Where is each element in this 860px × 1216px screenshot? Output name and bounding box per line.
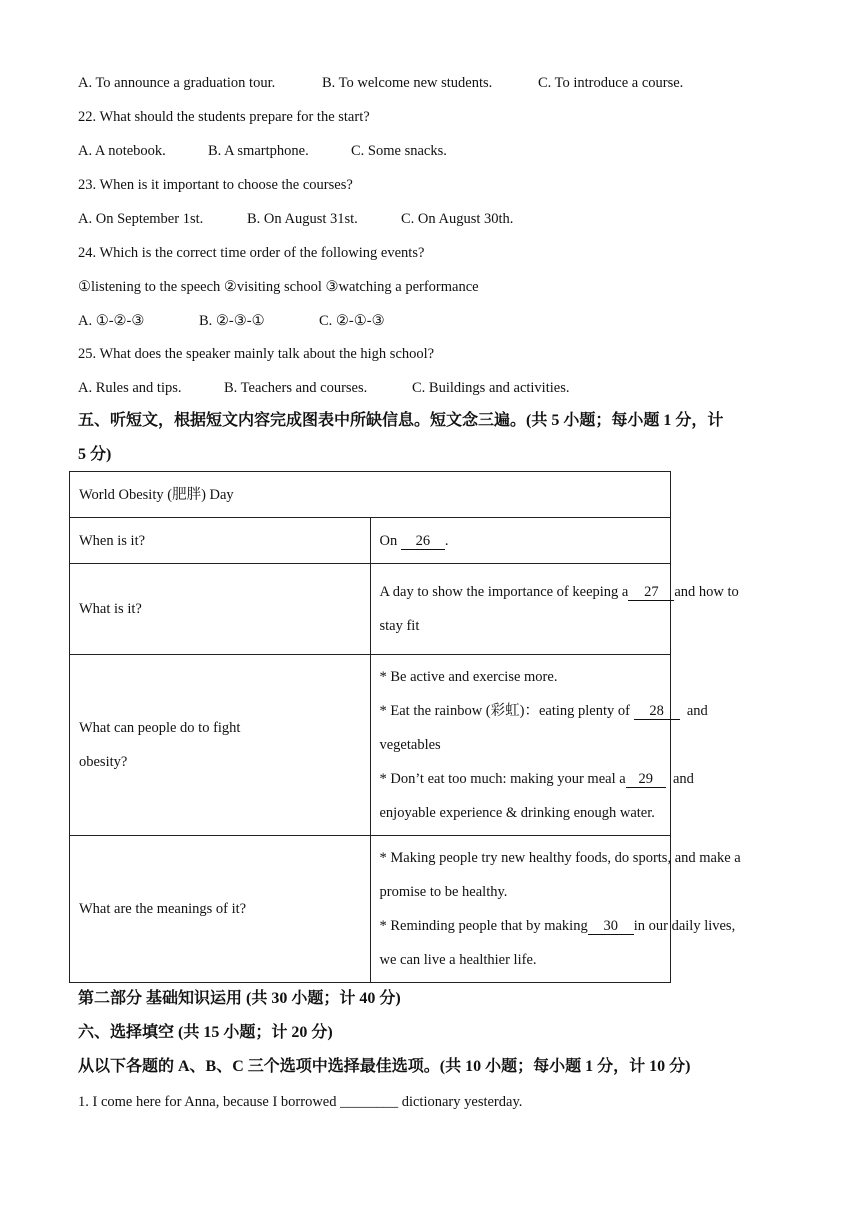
table-title: World Obesity (肥胖) Day [70,472,671,518]
fight-item3-text-a: * Don’t eat too much: making your meal a [379,771,626,787]
fight-item3 [379,762,694,796]
row-fight-answer [370,655,708,836]
table-row-when [70,518,671,564]
q25-option-c: C. Buildings and activities. [412,380,570,396]
part2-heading: 第二部分 基础知识运用 (共 30 小题；计 40 分) [78,990,401,1007]
fight-item2-text-a: * Eat the rainbow (彩虹)：eating plenty of [379,703,630,719]
meanings-item1-line1: * Making people try new healthy foods, do sports, and make a [379,850,741,866]
q21-option-c: C. To introduce a course. [538,75,684,91]
row-fight-label-line1: What can people do to fight [79,720,241,736]
fight-item1: * Be active and exercise more. [379,669,558,685]
section6-heading: 六、选择填空 (共 15 小题；计 20 分) [78,1024,333,1041]
q24-option-c: C. ②-①-③ [319,313,385,329]
q25-question: 25. What does the speaker mainly talk about the high school? [78,346,435,362]
meanings-item2-text-b: in our daily lives, [633,918,736,934]
q25-option-b: B. Teachers and courses. [224,380,368,396]
blank-28: 28 [634,703,680,720]
q22-question: 22. What should the students prepare for the start? [78,109,370,125]
table-row-what [70,564,671,655]
row-what-text-a: A day to show the importance of keeping a [379,584,629,600]
fight-item3-line2: enjoyable experience & drinking enough water. [379,805,655,821]
q24-option-b: B. ②-③-① [199,313,265,329]
q21-option-b: B. To welcome new students. [322,75,493,91]
section5-heading-line2: 5 分) [78,446,112,463]
row-what-answer [370,564,739,655]
row-when-prefix: On [379,532,398,549]
row-what-line1 [379,575,739,609]
q24-option-a: A. ①-②-③ [78,313,145,329]
row-meanings-label: What are the meanings of it? [70,836,371,983]
row-when-answer [370,518,671,564]
q24-options [78,311,385,331]
meanings-item2 [379,909,736,943]
q23-option-b: B. On August 31st. [247,211,358,227]
row-meanings-answer [370,836,741,983]
part2-question-1: 1. I come here for Anna, because I borrowed ________ dictionary yesterday. [78,1094,523,1110]
q22-option-b: B. A smartphone. [208,143,309,159]
q21-options [78,73,683,93]
section5-heading-line1: 五、听短文，根据短文内容完成图表中所缺信息。短文念三遍。(共 5 小题；每小题 1 分，计 [78,412,724,429]
q24-question: 24. Which is the correct time order of the following events? [78,245,425,261]
q22-option-c: C. Some snacks. [351,143,447,159]
row-what-label: What is it? [70,564,371,655]
q25-option-a: A. Rules and tips. [78,380,182,396]
fight-item2-line2: vegetables [379,737,441,753]
blank-26: 26 [401,533,445,550]
row-what-line2: stay fit [379,618,420,634]
row-when-suffix: . [444,532,449,549]
q25-options [78,378,569,398]
table-title-row [70,472,671,518]
q23-question: 23. When is it important to choose the courses? [78,177,353,193]
table-row-meanings [70,836,671,983]
fight-item3-text-b: and [672,771,694,787]
row-fight-label-line2: obesity? [79,754,128,770]
row-when-label: When is it? [70,518,371,564]
fight-item2 [379,694,708,728]
meanings-item1-line2: promise to be healthy. [379,884,508,900]
row-what-text-b: and how to [674,584,739,600]
q23-option-a: A. On September 1st. [78,211,204,227]
blank-27: 27 [628,584,674,601]
q23-option-c: C. On August 30th. [401,211,514,227]
meanings-item2-text-a: * Reminding people that by making [379,918,588,934]
row-fight-label [70,655,371,836]
q23-options [78,209,513,229]
meanings-item2-line2: we can live a healthier life. [379,952,537,968]
obesity-day-table [69,471,741,983]
q21-option-a: A. To announce a graduation tour. [78,75,276,91]
q22-option-a: A. A notebook. [78,143,166,159]
q22-options [78,141,447,161]
q24-events: ①listening to the speech ②visiting school ③watching a performance [78,279,479,295]
blank-29: 29 [626,771,666,788]
section6-instruction: 从以下各题的 A、B、C 三个选项中选择最佳选项。(共 10 小题；每小题 1 分，计 10 分) [78,1058,691,1075]
blank-30: 30 [588,918,634,935]
table-row-fight [70,655,671,836]
fight-item2-text-b: and [686,703,708,719]
